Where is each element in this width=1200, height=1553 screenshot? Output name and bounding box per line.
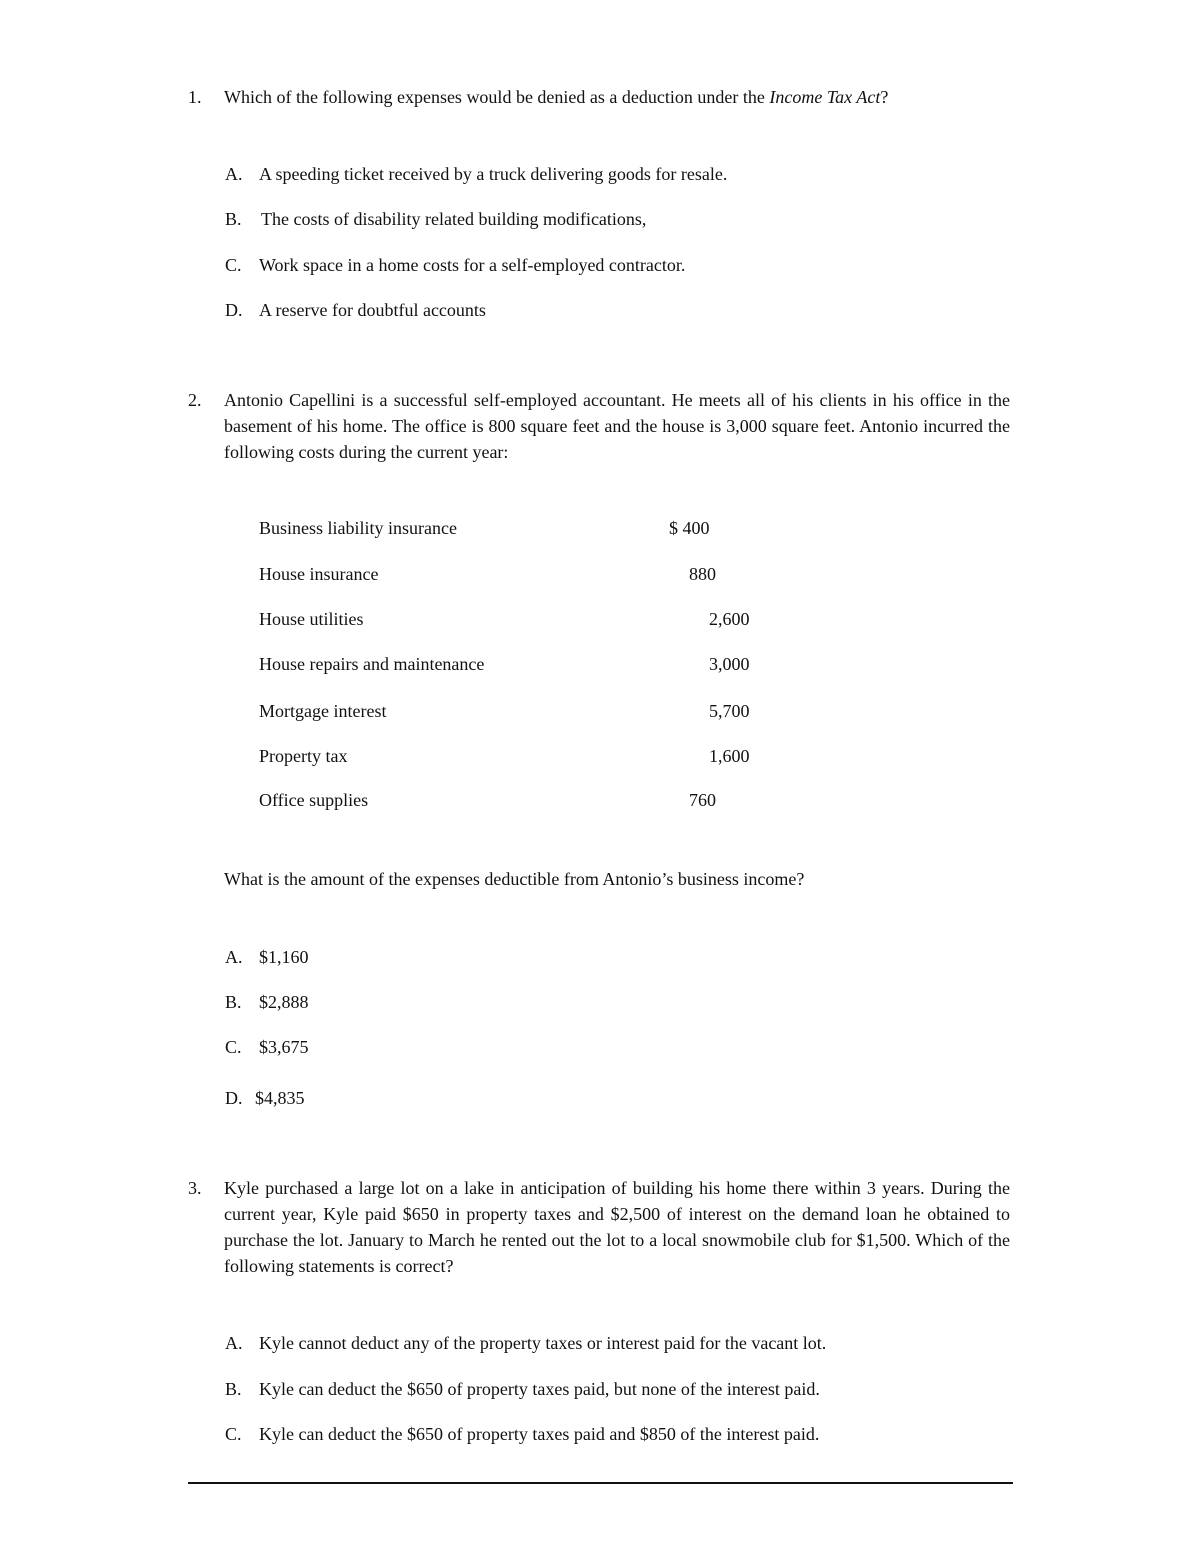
q1-option-c-letter: C. [225,255,242,275]
cost-amount: 5,700 [709,701,750,721]
cost-amount: 1,600 [709,746,750,766]
question-1-text-italic: Income Tax Act [769,87,881,107]
cost-amount: 880 [689,564,716,584]
question-1-number: 1. [188,87,202,107]
question-1-text [224,84,888,110]
q3-option-a-text: Kyle cannot deduct any of the property taxes or interest paid for the vacant lot. [259,1333,827,1353]
q3-option-b-text: Kyle can deduct the $650 of property taxes paid, but none of the interest paid. [259,1379,820,1399]
cost-label: Office supplies [259,790,369,810]
cost-amount: 3,000 [709,654,750,674]
q2-option-c-text: $3,675 [259,1037,309,1057]
q1-option-b-text: The costs of disability related building modifications, [261,209,647,229]
question-2-prompt: What is the amount of the expenses deductible from Antonio’s business income? [224,869,805,889]
cost-amount: 2,600 [709,609,750,629]
q3-option-c-text: Kyle can deduct the $650 of property taxes paid and $850 of the interest paid. [259,1424,820,1444]
q3-option-b-letter: B. [225,1379,242,1399]
q2-option-b-text: $2,888 [259,992,309,1012]
cost-label: House utilities [259,609,364,629]
q3-option-c-letter: C. [225,1424,242,1444]
q2-option-c-letter: C. [225,1037,242,1057]
question-1-text-before: Which of the following expenses would be denied as a deduction under the [224,87,770,107]
cost-amount: $ 400 [669,518,710,538]
cost-label: Property tax [259,746,348,766]
question-2-number: 2. [188,390,202,410]
q1-option-a-letter: A. [225,164,243,184]
q1-option-c-text: Work space in a home costs for a self-employed contractor. [259,255,686,275]
q2-option-a-letter: A. [225,947,243,967]
q1-option-d-text: A reserve for doubtful accounts [259,300,486,320]
question-3-text: Kyle purchased a large lot on a lake in anticipation of building his home there within 3 years. During the current year, Kyle paid $650 in property taxes and $2,500 of interest on the demand loan he obtained to purchase the lot. January to March he rented out the lot to a local snowmobile club for $1,500. Which of the following statements is correct? [224,1178,1010,1276]
cost-label: Mortgage interest [259,701,387,721]
q2-option-b-letter: B. [225,992,242,1012]
q1-option-d-letter: D. [225,300,243,320]
q3-option-a-letter: A. [225,1333,243,1353]
page-footer-rule [188,1482,1013,1484]
cost-label: House repairs and maintenance [259,654,485,674]
q1-option-b-letter: B. [225,209,242,229]
q1-option-a-text: A speeding ticket received by a truck delivering goods for resale. [259,164,728,184]
question-2-text: Antonio Capellini is a successful self-employed accountant. He meets all of his clients in his office in the basement of his home. The office is 800 square feet and the house is 3,000 square feet. Antonio incurred the following costs during the current year: [224,390,1010,462]
q2-option-a-text: $1,160 [259,947,309,967]
question-3-number: 3. [188,1178,202,1198]
cost-label: Business liability insurance [259,518,457,538]
q2-option-d-text: $4,835 [255,1088,305,1108]
question-1-text-after: ? [880,87,889,107]
q2-option-d-letter: D. [225,1088,243,1108]
cost-label: House insurance [259,564,379,584]
cost-amount: 760 [689,790,716,810]
